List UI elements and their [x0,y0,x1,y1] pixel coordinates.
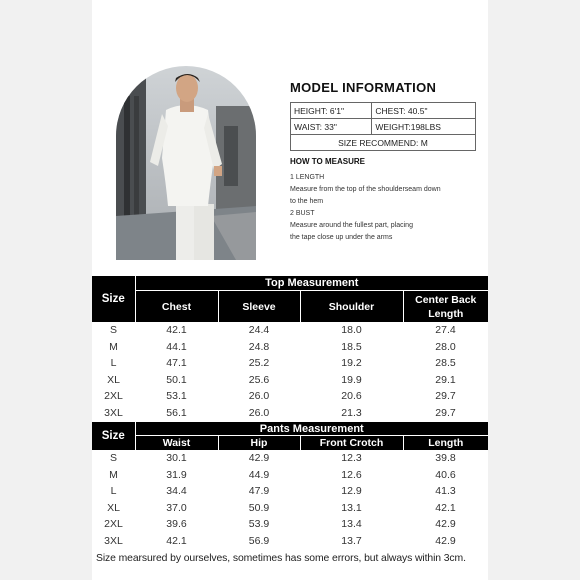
value-cell: 42.9 [435,534,456,547]
how-to-measure-line: 1 LENGTH [290,174,325,181]
table-row [92,450,488,467]
pants-size-header: Size [92,422,135,450]
value-cell: 39.8 [435,452,456,465]
table-row [92,516,488,533]
value-cell: 19.9 [341,373,362,386]
model-waist: WAIST: 33" [291,119,372,135]
value-cell: 25.2 [248,357,270,370]
value-cell: 40.6 [435,468,456,481]
table-row [92,405,488,422]
how-to-measure-text [290,172,476,244]
value-cell: 12.3 [341,452,362,465]
column-header-front-crotch: Front Crotch [300,436,403,451]
value-cell: 19.2 [341,357,362,370]
value-cell: 21.3 [341,406,362,419]
value-cell: 56.9 [248,534,270,547]
model-info-title: MODEL INFORMATION [290,80,437,95]
value-cell: 31.9 [166,468,187,481]
value-cell: 26.0 [248,390,270,403]
value-cell: 29.7 [435,406,456,419]
measurement-disclaimer: Size mearsured by ourselves, sometimes has some errors, but always within 3cm. [96,553,466,564]
value-cell: 53.1 [166,390,187,403]
model-height: HEIGHT: 6'1" [291,103,372,119]
value-cell: 42.9 [248,452,270,465]
value-cell: 18.0 [341,324,362,337]
column-header-length: Length [403,436,488,451]
size-cell: L [110,485,117,498]
value-cell: 42.1 [166,324,187,337]
value-cell: 24.8 [248,340,270,353]
value-cell: 47.1 [166,357,187,370]
value-cell: 44.9 [248,468,270,481]
column-header-chest: Chest [135,291,218,323]
size-cell: 3XL [104,534,123,547]
top-measurement-table [92,276,488,421]
how-to-measure-line: to the hem [290,198,324,205]
pants-table-title: Pants Measurement [135,422,488,436]
value-cell: 24.4 [248,324,270,337]
value-cell: 47.9 [248,485,270,498]
value-cell: 34.4 [166,485,187,498]
value-cell: 39.6 [166,518,187,531]
value-cell: 27.4 [435,324,456,337]
size-cell: 3XL [104,406,123,419]
size-cell: S [109,452,117,465]
value-cell: 53.9 [248,518,270,531]
how-to-measure-line: 2 BUST [290,210,315,217]
value-cell: 42.1 [435,501,456,514]
value-cell: 42.1 [166,534,187,547]
table-row [92,388,488,405]
model-size-recommend: SIZE RECOMMEND: M [291,135,476,151]
size-cell: XL [107,501,120,514]
value-cell: 42.9 [435,518,456,531]
pants-measurement-table [92,422,488,549]
how-to-measure-line: the tape close up under the arms [290,234,393,241]
column-header-center-back-length: Center Back Length [403,291,488,323]
value-cell: 13.1 [341,501,362,514]
top-table-title: Top Measurement [135,276,488,291]
value-cell: 56.1 [166,406,187,419]
value-cell: 29.7 [435,390,456,403]
value-cell: 26.0 [248,406,270,419]
size-cell: XL [107,373,120,386]
how-to-measure-line: Measure from the top of the shoulderseam down [290,186,441,193]
value-cell: 50.9 [248,501,270,514]
table-row [92,322,488,339]
table-row [92,339,488,356]
value-cell: 37.0 [166,501,187,514]
column-header-waist: Waist [135,436,218,451]
table-row [92,467,488,484]
column-header-shoulder: Shoulder [300,291,403,323]
value-cell: 50.1 [166,373,187,386]
value-cell: 12.9 [341,485,362,498]
table-row [92,500,488,517]
size-cell: M [109,468,118,481]
value-cell: 13.4 [341,518,362,531]
how-to-measure-line: Measure around the fullest part, placing [290,222,413,229]
column-header-sleeve: Sleeve [218,291,300,323]
model-info-row [291,103,476,119]
size-cell: S [109,324,117,337]
value-cell: 28.0 [435,340,456,353]
model-info-row [291,119,476,135]
value-cell: 30.1 [166,452,187,465]
value-cell: 18.5 [341,340,362,353]
how-to-measure-title: HOW TO MEASURE [290,157,365,166]
size-cell: L [110,357,117,370]
value-cell: 25.6 [248,373,270,386]
value-cell: 41.3 [435,485,456,498]
column-header-hip: Hip [218,436,300,451]
model-photo [116,66,256,260]
value-cell: 29.1 [435,373,456,386]
model-info-table [290,102,476,151]
top-size-header: Size [92,276,135,322]
size-cell: 2XL [104,390,123,403]
value-cell: 13.7 [341,534,362,547]
model-chest: CHEST: 40.5" [372,103,476,119]
table-row [92,372,488,389]
size-cell: 2XL [104,518,123,531]
value-cell: 44.1 [166,340,187,353]
table-row [92,483,488,500]
value-cell: 28.5 [435,357,456,370]
model-weight: WEIGHT:198LBS [372,119,476,135]
value-cell: 20.6 [341,390,362,403]
value-cell: 12.6 [341,468,362,481]
table-row [92,533,488,550]
size-cell: M [109,340,118,353]
model-info-row [291,135,476,151]
table-row [92,355,488,372]
